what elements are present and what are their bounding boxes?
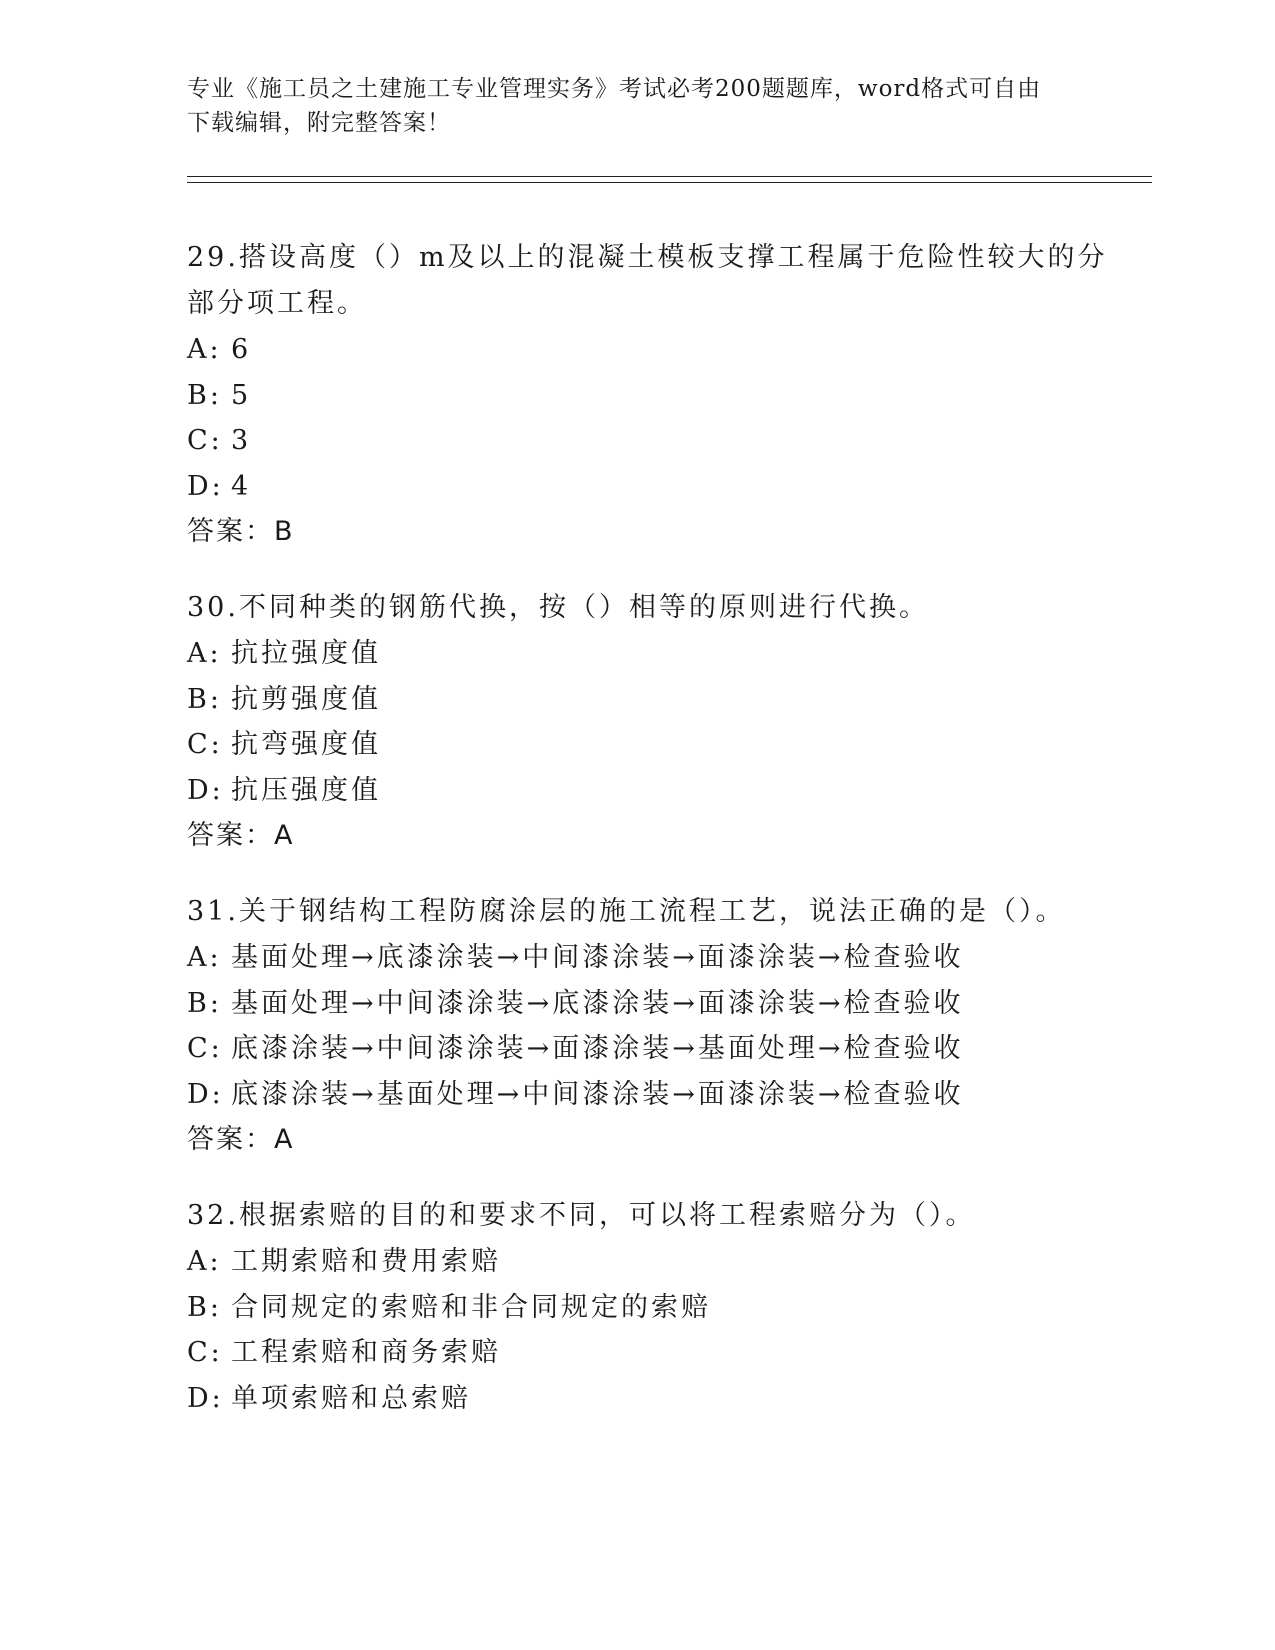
- option-text: 抗剪强度值: [231, 683, 381, 715]
- option-b: [187, 1285, 1117, 1331]
- question-stem: 32.根据索赔的目的和要求不同，可以将工程索赔分为（）。: [187, 1200, 976, 1231]
- option-letter: D:: [187, 1078, 224, 1110]
- option-c: [187, 1330, 1117, 1376]
- option-letter: B:: [187, 379, 222, 411]
- option-text: 基面处理→中间漆涂装→底漆涂装→面漆涂装→检查验收: [231, 987, 964, 1019]
- option-c: [187, 418, 1117, 464]
- option-text: 抗压强度值: [231, 774, 381, 806]
- option-d: [187, 1072, 1117, 1118]
- option-letter: A:: [187, 638, 222, 669]
- option-c: [187, 722, 1117, 768]
- option-letter: C:: [187, 1033, 223, 1064]
- option-letter: B:: [187, 683, 222, 715]
- option-a: [187, 935, 1117, 981]
- option-text: 合同规定的索赔和非合同规定的索赔: [231, 1291, 711, 1323]
- option-letter: C:: [187, 729, 223, 760]
- question-29: [187, 235, 1117, 555]
- option-letter: C:: [187, 425, 223, 456]
- option-text: 底漆涂装→基面处理→中间漆涂装→面漆涂装→检查验收: [231, 1078, 964, 1110]
- option-d: [187, 768, 1117, 814]
- option-c: [187, 1026, 1117, 1072]
- header-divider-bottom: [187, 182, 1152, 183]
- header-divider-top: [187, 176, 1152, 177]
- option-text: 工程索赔和商务索赔: [231, 1337, 501, 1368]
- option-a: [187, 631, 1117, 677]
- answer-label: 答案：A: [187, 1124, 295, 1155]
- question-stem: 31.关于钢结构工程防腐涂层的施工流程工艺，说法正确的是（）。: [187, 896, 1066, 927]
- question-stem: 29.搭设高度（）m及以上的混凝土模板支撑工程属于危险性较大的分部分项工程。: [187, 242, 1108, 319]
- option-letter: B:: [187, 987, 222, 1019]
- option-text: 6: [231, 334, 252, 365]
- option-b: [187, 677, 1117, 723]
- option-text: 单项索赔和总索赔: [231, 1382, 471, 1414]
- option-d: [187, 464, 1117, 510]
- header-line-1: 专业《施工员之土建施工专业管理实务》考试必考200题题库，word格式可自由: [187, 76, 1042, 102]
- question-30: [187, 585, 1117, 859]
- answer-label: 答案：B: [187, 516, 295, 547]
- question-32: [187, 1193, 1117, 1421]
- header-line-2: 下载编辑，附完整答案！: [187, 110, 451, 136]
- option-letter: D:: [187, 1382, 224, 1414]
- option-text: 抗拉强度值: [231, 638, 381, 669]
- option-letter: A:: [187, 1246, 222, 1277]
- question-list: [187, 235, 1117, 1451]
- option-d: [187, 1376, 1117, 1422]
- answer-label: 答案：A: [187, 820, 295, 851]
- option-text: 4: [231, 470, 252, 502]
- option-letter: A:: [187, 942, 222, 973]
- document-header: [187, 72, 1087, 140]
- option-text: 工期索赔和费用索赔: [231, 1246, 501, 1277]
- option-b: [187, 373, 1117, 419]
- option-a: [187, 1239, 1117, 1285]
- option-letter: D:: [187, 470, 224, 502]
- question-31: [187, 889, 1117, 1163]
- option-text: 抗弯强度值: [231, 729, 381, 760]
- question-stem: 30.不同种类的钢筋代换，按（）相等的原则进行代换。: [187, 592, 929, 623]
- option-text: 3: [231, 425, 252, 456]
- option-letter: A:: [187, 334, 222, 365]
- option-text: 5: [231, 379, 252, 411]
- option-text: 底漆涂装→中间漆涂装→面漆涂装→基面处理→检查验收: [231, 1033, 964, 1064]
- option-a: [187, 327, 1117, 373]
- option-letter: B:: [187, 1291, 222, 1323]
- option-letter: D:: [187, 774, 224, 806]
- option-letter: C:: [187, 1337, 223, 1368]
- option-text: 基面处理→底漆涂装→中间漆涂装→面漆涂装→检查验收: [231, 942, 964, 973]
- option-b: [187, 981, 1117, 1027]
